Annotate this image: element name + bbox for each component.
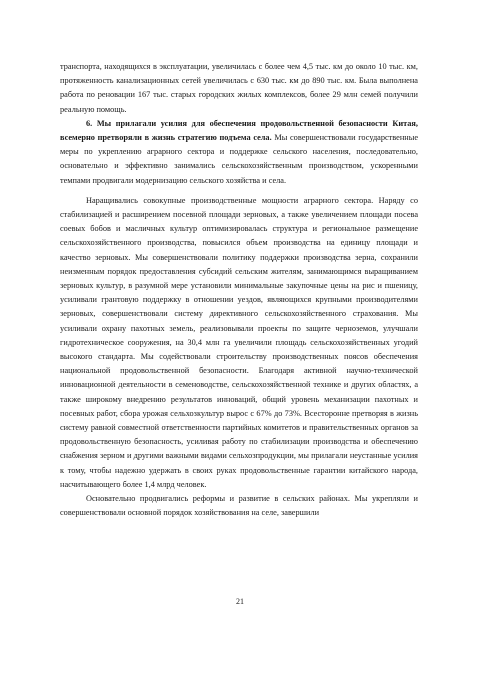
document-body	[60, 60, 418, 521]
section-6-text: Мы совершенствовали государственные меры по укреплению аграрного сектора и поддержке сельского населения, последовательно, основательно и эффективно занимались сельскохозяйственным производством, ускоренными темпами продвигали модернизацию сельского хозяйства и села.	[60, 133, 418, 185]
paragraph-agrarian-capacity: Наращивались совокупные производственные мощности аграрного сектора. Наряду со стабилизацией и расширением посевной площади зерновых, а также увеличением площади посева соевых бобов и масличных культур оптимизировалась структура и региональное размещение сельскохозяйственного производства, повысился объем производства на единицу площади и качество зерновых. Мы совершенствовали политику поддержки производства зерна, сохранили неизменным порядок предоставления субсидий сельским жителям, занимающимся выращиванием зерновых культур, в разумной мере установили минимальные закупочные цены на рис и пшеницу, усиливали грантовую поддержку в отношении уездов, являющихся крупными производителями зерновых, совершенствовали систему директивного сельскохозяйственного страхования. Мы усиливали охрану пахотных земель, реализовывали проекты по защите черноземов, улучшали гидротехническое сооружения, на 30,4 млн га увеличили площадь сельскохозяйственных угодий высокого стандарта. Мы содействовали строительству производственных поясов обеспечения национальной продовольственной безопасности. Благодаря активной научно-технической инновационной деятельности в семеноводстве, сельскохозяйственной технике и других областях, а также широкому внедрению результатов инноваций, общий уровень механизации пахотных и посевных работ, сбора урожая сельхозкультур вырос с 67% до 73%. Всесторонне претворяя в жизнь систему равной совместной ответственности партийных комитетов и правительственных органов за продовольственную безопасность, усиливая работу по стабилизации производства и обеспечению снабжения зерном и другими важными видами сельхозпродукции, мы прилагали неустанные усилия к тому, чтобы надежно удержать в своих руках продовольственные гарантии китайского народа, насчитывающего более 1,4 млрд человек.	[60, 195, 418, 489]
paragraph-continuation: транспорта, находящихся в эксплуатации, увеличилась с более чем 4,5 тыс. км до около 10 тыс. км, протяженность канализационных сетей увеличилась с 630 тыс. км до 890 тыс. км. Была выполнена работа по реновации 167 тыс. старых городских жилых комплексов, более 29 млн семей получили реальную помощь.	[60, 62, 418, 114]
page-number: 21	[236, 597, 244, 606]
paragraph-rural-reforms: Основательно продвигались реформы и развитие в сельских районах. Мы укрепляли и совершенствовали основной порядок хозяйствования на селе, завершили	[60, 494, 418, 518]
paragraph-section-6	[60, 117, 418, 188]
section-6-heading: 6. Мы прилагали усилия для обеспечения продовольственной безопасности Китая, всемерно претворяли в жизнь стратегию подъема села.	[60, 118, 418, 143]
